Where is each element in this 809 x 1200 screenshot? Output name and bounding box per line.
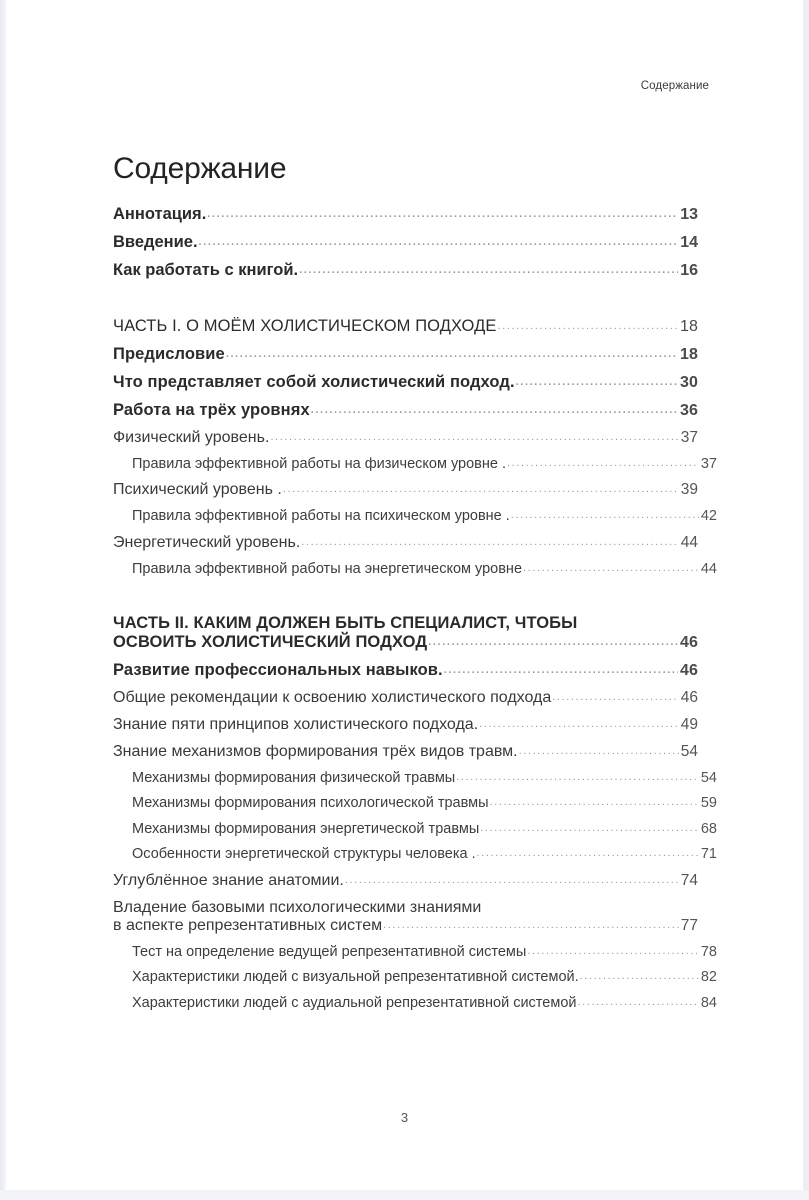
toc-entry-label: Психический уровень . bbox=[113, 481, 282, 498]
toc-leader-dots bbox=[301, 537, 678, 548]
toc-entry-label: Аннотация. bbox=[113, 204, 207, 223]
toc-entry[interactable] bbox=[113, 965, 717, 991]
toc-entry-label: Механизмы формирования энергетической травмы bbox=[132, 820, 480, 837]
toc-entry-page-number: 16 bbox=[680, 261, 698, 279]
toc-entry[interactable] bbox=[113, 894, 698, 917]
toc-entry-label: Характеристики людей с аудиальной репрезентативной системой bbox=[132, 994, 577, 1011]
running-head: Содержание bbox=[640, 80, 709, 92]
toc-leader-dots bbox=[477, 848, 699, 859]
toc-entry[interactable] bbox=[113, 842, 717, 868]
toc-leader-dots bbox=[311, 405, 678, 416]
toc-entry-label: Работа на трёх уровнях bbox=[113, 400, 310, 419]
page-gutter-shadow bbox=[0, 0, 6, 1200]
toc-entry-page-number: 82 bbox=[700, 969, 717, 985]
toc-entry-label: ЧАСТЬ II. КАКИМ ДОЛЖЕН БЫТЬ СПЕЦИАЛИСТ, ЧТОБЫ bbox=[113, 614, 578, 632]
toc-leader-dots bbox=[490, 797, 699, 808]
toc-entry-label: ОСВОИТЬ ХОЛИСТИЧЕСКИЙ ПОДХОД bbox=[113, 632, 428, 651]
toc-leader-dots bbox=[507, 458, 699, 469]
toc-entry[interactable] bbox=[113, 610, 698, 633]
toc-leader-dots bbox=[523, 563, 699, 574]
toc-entry[interactable] bbox=[113, 684, 698, 711]
toc-group bbox=[113, 312, 717, 582]
toc-leader-dots bbox=[270, 432, 678, 443]
toc-entry-label: Общие рекомендации к освоению холистического подхода bbox=[113, 688, 552, 706]
toc-entry[interactable] bbox=[113, 312, 698, 340]
toc-entry-page-number: 44 bbox=[700, 560, 717, 577]
toc-entry[interactable] bbox=[113, 738, 698, 765]
toc-leader-dots bbox=[578, 997, 699, 1008]
toc-entry[interactable] bbox=[113, 200, 698, 228]
toc-leader-dots bbox=[552, 692, 678, 703]
toc-leader-dots bbox=[207, 209, 678, 220]
page-bottom-edge bbox=[0, 1190, 809, 1200]
toc-entry[interactable] bbox=[113, 791, 717, 817]
toc-entry-page-number: 46 bbox=[680, 633, 698, 651]
toc-entry-page-number: 42 bbox=[700, 508, 717, 524]
toc-entry-label: Углублённое знание анатомии. bbox=[113, 871, 344, 889]
toc-leader-dots bbox=[456, 772, 699, 783]
toc-entry-label: Правила эффективной работы на психическом уровне . bbox=[132, 508, 510, 524]
toc-entry-page-number: 18 bbox=[680, 317, 698, 335]
toc-entry-label: Владение базовыми психологическими знаниями bbox=[113, 898, 482, 916]
toc-entry-page-number: 68 bbox=[700, 820, 717, 837]
toc-group bbox=[113, 610, 717, 1016]
toc-entry[interactable] bbox=[113, 633, 698, 657]
toc-entry-page-number: 44 bbox=[680, 533, 698, 551]
toc-entry-page-number: 46 bbox=[680, 661, 698, 679]
toc-entry-page-number: 14 bbox=[680, 233, 698, 251]
toc-entry[interactable] bbox=[113, 340, 698, 368]
toc-leader-dots bbox=[580, 971, 699, 982]
toc-entry-label: Физический уровень. bbox=[113, 428, 270, 446]
toc-leader-dots bbox=[283, 484, 679, 495]
toc-entry-page-number: 54 bbox=[700, 769, 717, 786]
toc-leader-dots bbox=[299, 265, 678, 276]
toc-leader-dots bbox=[383, 920, 679, 931]
toc-entry[interactable] bbox=[113, 711, 698, 738]
toc-entry-label: Механизмы формирования физической травмы bbox=[132, 769, 456, 786]
toc-entry[interactable] bbox=[113, 396, 698, 424]
toc-group bbox=[113, 200, 698, 284]
page-right-edge bbox=[803, 0, 809, 1200]
toc-entry-label: Правила эффективной работы на энергетическом уровне bbox=[132, 560, 523, 577]
toc-entry[interactable] bbox=[113, 368, 698, 396]
toc-entry-page-number: 37 bbox=[680, 428, 698, 446]
toc-entry-page-number: 84 bbox=[700, 994, 717, 1011]
toc-leader-dots bbox=[498, 321, 678, 332]
toc-entry[interactable] bbox=[113, 256, 698, 284]
toc-leader-dots bbox=[479, 719, 679, 730]
toc-entry[interactable] bbox=[113, 990, 717, 1016]
toc-entry[interactable] bbox=[113, 424, 698, 451]
toc-leader-dots bbox=[519, 746, 679, 757]
toc-entry-label: Энергетический уровень. bbox=[113, 533, 301, 551]
toc-entry-page-number: 46 bbox=[680, 688, 698, 706]
toc-entry-label: Введение. bbox=[113, 232, 198, 251]
toc-entry[interactable] bbox=[113, 451, 717, 477]
toc-entry-label: Особенности энергетической структуры человека . bbox=[132, 846, 476, 862]
toc-entry-page-number: 39 bbox=[680, 481, 698, 498]
toc-entry-page-number: 18 bbox=[680, 345, 698, 363]
toc-entry-label: Правила эффективной работы на физическом уровне . bbox=[132, 455, 507, 472]
toc-entry-page-number: 71 bbox=[700, 846, 717, 862]
toc-entry[interactable] bbox=[113, 556, 717, 582]
toc-entry-label: Предисловие bbox=[113, 344, 225, 363]
toc-leader-dots bbox=[527, 946, 699, 957]
toc-entry-label: ЧАСТЬ I. О МОЁМ ХОЛИСТИЧЕСКОМ ПОДХОДЕ bbox=[113, 316, 497, 335]
toc-leader-dots bbox=[345, 875, 679, 886]
toc-entry-page-number: 36 bbox=[680, 401, 698, 419]
toc-entry-page-number: 54 bbox=[680, 742, 698, 760]
toc-entry-label: Как работать с книгой. bbox=[113, 260, 299, 279]
toc-entry-page-number: 77 bbox=[680, 916, 698, 934]
toc-entry[interactable] bbox=[113, 867, 698, 894]
toc-entry[interactable] bbox=[113, 917, 698, 940]
toc-entry[interactable] bbox=[113, 765, 717, 791]
toc-leader-dots bbox=[444, 665, 678, 676]
toc-entry[interactable] bbox=[113, 504, 717, 530]
toc-entry-page-number: 78 bbox=[700, 943, 717, 960]
toc-leader-dots bbox=[516, 377, 678, 388]
toc-entry-page-number: 74 bbox=[680, 871, 698, 889]
toc-leader-dots bbox=[428, 637, 678, 648]
toc-entry[interactable] bbox=[113, 228, 698, 256]
toc-entry-label: Тест на определение ведущей репрезентативной системы bbox=[132, 943, 527, 960]
toc-leader-dots bbox=[511, 510, 699, 521]
toc-leader-dots bbox=[226, 349, 678, 360]
toc-entry-label: Характеристики людей с визуальной репрезентативной системой. bbox=[132, 969, 579, 985]
page-number: 3 bbox=[400, 1110, 409, 1125]
toc-entry-page-number: 37 bbox=[700, 455, 717, 472]
toc-entry-label: Механизмы формирования психологической травмы bbox=[132, 795, 489, 811]
toc-entry-label: Знание пяти принципов холистического подхода. bbox=[113, 715, 479, 733]
toc-entry-page-number: 30 bbox=[680, 373, 698, 391]
toc-entry[interactable] bbox=[113, 529, 698, 556]
toc-entry-page-number: 59 bbox=[700, 795, 717, 811]
toc-entry-label: Знание механизмов формирования трёх видов травм. bbox=[113, 742, 518, 760]
toc-entry-page-number: 49 bbox=[680, 715, 698, 733]
toc-entry[interactable] bbox=[113, 816, 717, 842]
toc-entry[interactable] bbox=[113, 656, 698, 684]
toc-entry-label: в аспекте репрезентативных систем bbox=[113, 916, 383, 934]
toc-entry[interactable] bbox=[113, 939, 717, 965]
toc-entry[interactable] bbox=[113, 477, 698, 504]
toc-leader-dots bbox=[199, 237, 679, 248]
toc-leader-dots bbox=[480, 823, 699, 834]
page-title: Содержание bbox=[113, 152, 287, 186]
toc-entry-label: Что представляет собой холистический подход. bbox=[113, 372, 515, 391]
table-of-contents bbox=[113, 200, 717, 1016]
toc-entry-label: Развитие профессиональных навыков. bbox=[113, 660, 443, 679]
toc-entry-page-number: 13 bbox=[680, 205, 698, 223]
